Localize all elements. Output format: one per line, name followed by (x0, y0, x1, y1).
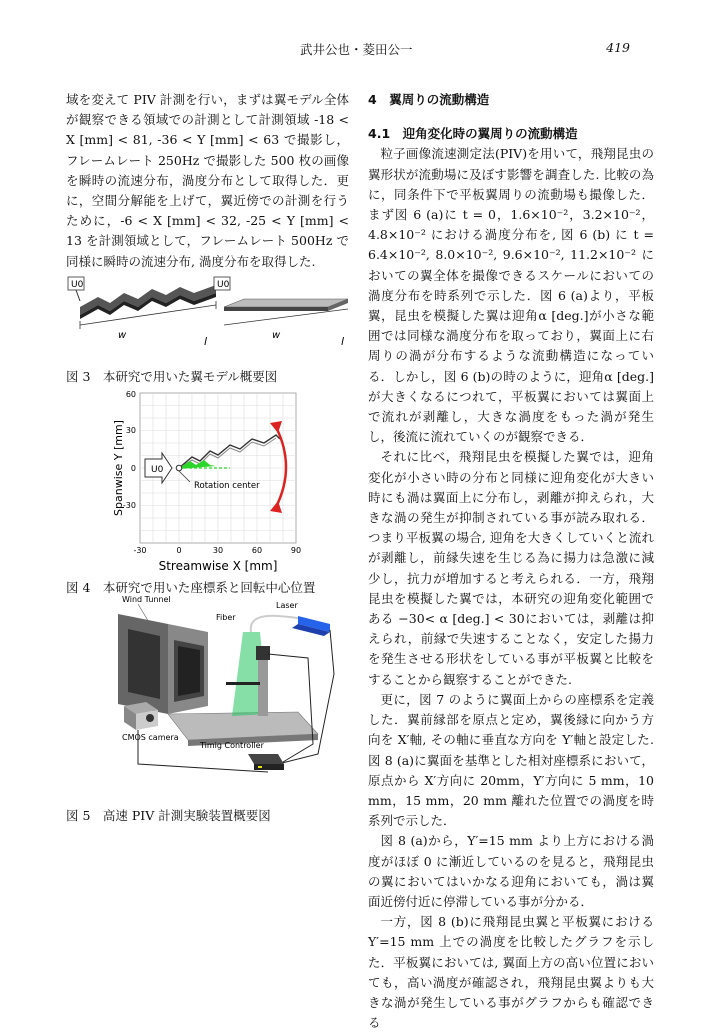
x-tick-0: 0 (176, 546, 182, 555)
u0-label-2: U0 (217, 280, 230, 290)
right-column (368, 90, 654, 1033)
length-label-1: l (204, 335, 208, 348)
controller-label: Timig Controller (200, 741, 264, 750)
u0-label-1: U0 (71, 280, 84, 290)
width-label-1: w (118, 330, 127, 341)
fig3-caption: 図 3 本研究で用いた翼モデル概要図 (66, 369, 278, 384)
page-number: 419 (606, 40, 630, 55)
wind-tunnel-label: Wind Tunnel (122, 595, 171, 604)
x-tick-neg30: -30 (133, 546, 147, 555)
x-tick-60: 60 (251, 546, 263, 555)
header-authors: 武井公也・菱田公一 (300, 42, 413, 57)
paragraph-5: 一方，図 8 (b)に飛翔昆虫翼と平板翼における Y′=15 mm 上での渦度を比較したグラフを示した．平板翼においては, 翼面上方の高い位置においても，高い渦度が確認され，飛翔昆虫翼よりも大きな渦が発生している事がグラフからも確認できる (368, 914, 654, 1031)
camera-label: CMOS camera (122, 733, 179, 742)
wing-model-drawing (66, 275, 356, 355)
y-tick-0: 0 (130, 464, 136, 473)
fiber-label: Fiber (216, 613, 236, 622)
paragraph-1: 粒子画像流速測定法(PIV)を用いて，飛翔昆虫の翼形状が流動場に及ぼす影響を調査した. 比較の為に，同条件下で平板翼周りの流動場も撮像した．まず図 6 (a)に t = 0，1.6×10⁻²，3.2×10⁻²，4.8×10⁻² における渦度分布を, 図 6 (b) に t = 6.4×10⁻², 8.0×10⁻², 9.6×10⁻², 11.2×10⁻² においての翼全体を撮像できるスケールにおいての渦度分布を時系列で示した．図 6 (a)より，平板翼，昆虫を模擬した翼は迎角α [deg.]が小さな範囲では同様な渦度分布を取っており，翼面上に右周りの渦が分布するような流動構造になっている．しかし，図 6 (b)の時のように，迎角α [deg.]が大きくなるにつれて，平板翼においては翼面上で流れが剥離し，大きな渦度をもった渦が発生し，後流に流れていくのが観察できる． (368, 146, 654, 445)
paragraph-4: 図 8 (a)から，Y′=15 mm より上方における渦度がほぼ 0 に漸近しているのを見ると，飛翔昆虫の翼においてはいかなる迎角においても，渦は翼面近傍付近に停滞している事が分かる． (368, 833, 654, 909)
rotation-center-label: Rotation center (194, 481, 260, 491)
laser-label: Laser (276, 601, 298, 610)
y-tick-60: 60 (125, 390, 136, 399)
x-axis-label: Streamwise X [mm] (158, 559, 278, 573)
subsection-title: 4.1 迎角変化時の翼周りの流動構造 (368, 126, 578, 142)
flat-plate-model (224, 299, 348, 325)
motor-icon (256, 646, 270, 660)
controller-icon (248, 754, 284, 764)
y-tick-30: 30 (125, 426, 136, 435)
coordinate-system-plot (100, 387, 340, 577)
length-label-2: l (341, 335, 345, 348)
section-title: 4 翼周りの流動構造 (368, 92, 490, 107)
y-tick-neg30: -30 (122, 501, 136, 510)
rotation-center-marker (176, 465, 182, 471)
y-axis-label: Spanwise Y [mm] (112, 420, 125, 516)
fig4-caption: 図 4 本研究で用いた座標系と回転中心位置 (66, 580, 316, 595)
left-column (66, 90, 349, 272)
insect-wing-model (80, 285, 216, 329)
figure-4 (100, 387, 340, 577)
fig4-u0-label: U0 (151, 465, 164, 475)
x-tick-30: 30 (212, 546, 224, 555)
wing-sample (226, 682, 260, 685)
figure-5 (108, 594, 338, 789)
figure-3 (66, 275, 356, 355)
left-paragraph: 域を変えて PIV 計測を行い，まずは翼モデル全体が観察できる領域での計測として計測領域 -18 < X [mm] < 81, -36 < Y [mm] < 63 で撮影し，フレームレート 250Hz で撮影した 500 枚の画像を瞬時の流速分布，渦度分布として取得した．更に，空間分解能を上げて，翼近傍での計測を行うために，-6 < X [mm] < 32, -25 < Y [mm] < 13 を計測領域として，フレームレート 500Hz で同様に瞬時の流速分布, 渦度分布を取得した. (66, 92, 349, 269)
paragraph-2: それに比べ，飛翔昆虫を模擬した翼では，迎角変化が小さい時の分布と同様に迎角変化が大きい時にも渦は翼面上に分布し，剥離が抑えられ，大きな渦の発生が抑制されている事が読み取れる．つまり平板翼の場合, 迎角を大きくしていくと流れが剥離し，前縁失速を生じる為に揚力は急激に減少し，抗力が増加すると考えられる．一方，飛翔昆虫を模擬した翼では，本研究の迎角変化範囲である −30< α [deg.] < 30においては，剥離は抑えられ，前縁で失速することなく，安定した揚力を発生させる形状をしている事が平板翼と比較をすることから観察することができた. (368, 449, 654, 687)
piv-apparatus-drawing (108, 594, 338, 789)
fig5-caption: 図 5 高速 PIV 計測実験装置概要図 (66, 808, 271, 823)
page-header (0, 40, 720, 60)
paragraph-3: 更に，図 7 のように翼面上からの座標系を定義した．翼前縁部を原点と定め，翼後縁に向かう方向を X′軸, その軸に垂直な方向を Y′軸と設定した. 図 8 (a)に翼面を基準とした相対座標系において，原点から X′方向に 20mm，Y′方向に 5 mm，10 mm，15 mm，20 mm 離れた位置での渦度を時系列で示した． (368, 691, 654, 829)
x-tick-90: 90 (290, 546, 302, 555)
wind-tunnel (118, 614, 208, 714)
width-label-2: w (272, 330, 281, 341)
